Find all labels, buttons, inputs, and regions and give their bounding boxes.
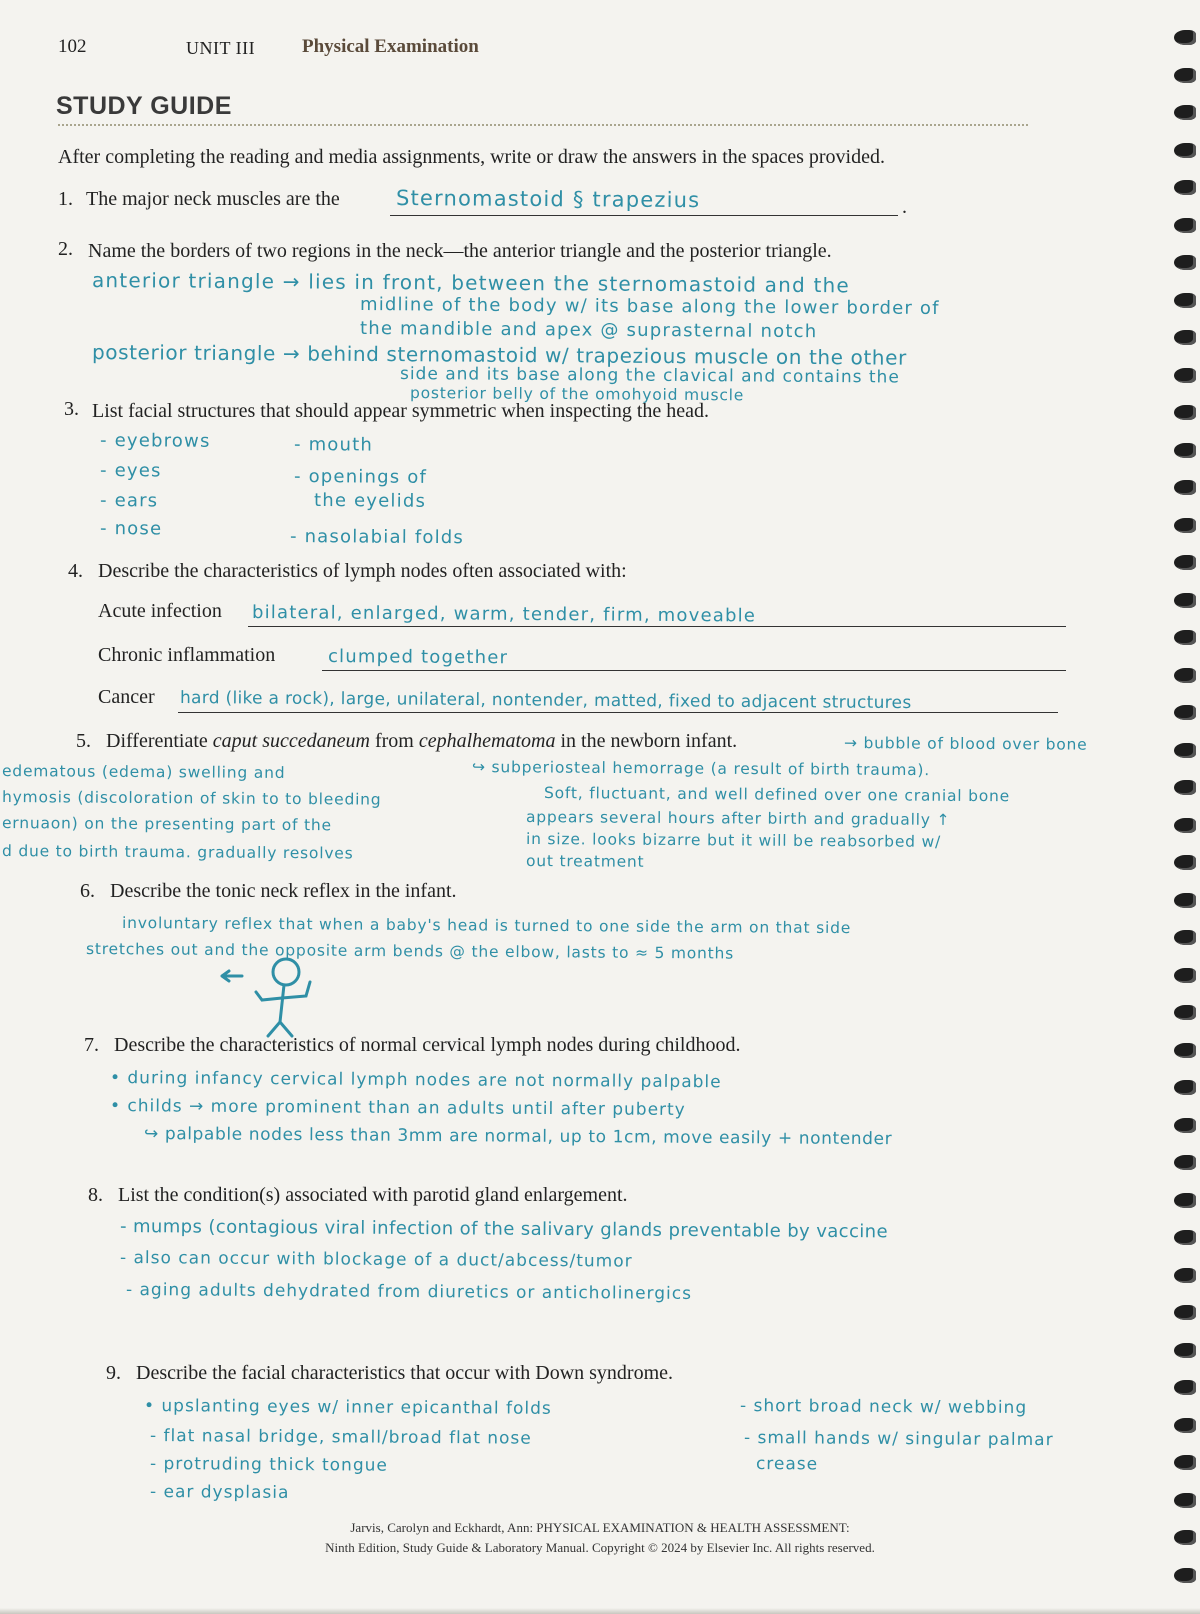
- q4-cancer-line: [178, 712, 1058, 713]
- q9-prompt: Describe the facial characteristics that occur with Down syndrome.: [136, 1362, 674, 1384]
- q8-prompt: List the condition(s) associated with parotid gland enlargement.: [118, 1184, 628, 1206]
- spiral-ring-icon: [1174, 518, 1196, 533]
- q9-number: 9.: [106, 1362, 121, 1384]
- q1-number: 1.: [58, 188, 73, 210]
- q5-prompt-pre: Differentiate: [106, 730, 213, 752]
- q3-item-eyes: - eyes: [99, 460, 162, 482]
- q4-acute-label: Acute infection: [98, 600, 222, 622]
- q9-col2-item-3: crease: [755, 1454, 819, 1475]
- spiral-ring-icon: [1174, 1568, 1196, 1583]
- q4-acute-line: [248, 626, 1066, 627]
- q5-prompt: [106, 730, 737, 753]
- q5-right-line-6: out treatment: [525, 852, 645, 871]
- q2-prompt: Name the borders of two regions in the neck—the anterior triangle and the posterior triangle.: [88, 240, 832, 262]
- spiral-ring-icon: [1174, 443, 1196, 458]
- study-guide-heading: STUDY GUIDE: [56, 92, 232, 120]
- spiral-ring-icon: [1174, 630, 1196, 645]
- q2-number: 2.: [58, 238, 73, 260]
- spiral-ring-icon: [1174, 1230, 1196, 1245]
- q8-answer-line-3: - aging adults dehydrated from diuretics or anticholinergics: [125, 1280, 693, 1304]
- q7-answer-line-2: • childs → more prominent than an adults until after puberty: [109, 1096, 686, 1121]
- q1-period: .: [902, 196, 907, 218]
- spiral-ring-icon: [1174, 780, 1196, 795]
- q5-right-line-1: → bubble of blood over bone: [843, 734, 1088, 754]
- q4-chronic-answer: clumped together: [327, 646, 509, 669]
- q5-left-line-4: d due to birth trauma. gradually resolves: [1, 842, 354, 863]
- footer-line-2: Ninth Edition, Study Guide & Laboratory Manual. Copyright © 2024 by Elsevier Inc. All rights reserved.: [325, 1540, 875, 1555]
- q7-answer-line-1: • during infancy cervical lymph nodes are not normally palpable: [109, 1068, 722, 1093]
- spiral-ring-icon: [1174, 968, 1196, 983]
- spiral-ring-icon: [1174, 555, 1196, 570]
- spiral-ring-icon: [1174, 1193, 1196, 1208]
- q3-item-ears: - ears: [99, 490, 159, 512]
- q2-answer-line-2: midline of the body w/ its base along the lower border of: [359, 294, 940, 320]
- heading-divider: [58, 124, 1028, 126]
- spiral-ring-icon: [1174, 143, 1196, 158]
- stick-figure-icon: [218, 938, 328, 1038]
- q1-answer-line: [390, 215, 898, 216]
- page-edge-shadow: [0, 1608, 1200, 1614]
- spiral-ring-icon: [1174, 930, 1196, 945]
- q4-chronic-line: [322, 670, 1066, 671]
- spiral-ring-icon: [1174, 705, 1196, 720]
- q3-item-eyelids: the eyelids: [313, 490, 427, 512]
- spiral-ring-icon: [1174, 1005, 1196, 1020]
- q3-item-nose: - nose: [99, 518, 163, 540]
- q4-cancer-label: Cancer: [98, 686, 155, 708]
- q5-prompt-post: in the newborn infant.: [555, 730, 738, 752]
- spiral-ring-icon: [1174, 68, 1196, 83]
- q4-cancer-answer: hard (like a rock), large, unilateral, nontender, matted, fixed to adjacent structures: [179, 688, 912, 714]
- spiral-ring-icon: [1174, 368, 1196, 383]
- spiral-ring-icon: [1174, 668, 1196, 683]
- q9-col1-item-3: - protruding thick tongue: [149, 1454, 388, 1476]
- q5-number: 5.: [76, 730, 91, 752]
- q9-col1-item-2: - flat nasal bridge, small/broad flat nose: [149, 1426, 532, 1449]
- q7-prompt: Describe the characteristics of normal cervical lymph nodes during childhood.: [114, 1034, 741, 1056]
- q9-col1-item-4: - ear dysplasia: [149, 1482, 290, 1503]
- q3-item-mouth: - mouth: [293, 434, 374, 456]
- page-title: Physical Examination: [302, 36, 479, 57]
- q2-answer-line-1: anterior triangle → lies in front, between the sternomastoid and the: [91, 268, 851, 298]
- spiral-ring-icon: [1174, 1493, 1196, 1508]
- q6-prompt: Describe the tonic neck reflex in the infant.: [110, 880, 457, 902]
- q2-answer-line-3: the mandible and apex @ suprasternal notch: [359, 318, 818, 343]
- q4-acute-answer: bilateral, enlarged, warm, tender, firm, moveable: [251, 602, 757, 627]
- spiral-ring-icon: [1174, 893, 1196, 908]
- q2-answer-line-4: posterior triangle → behind sternomastoid w/ trapezious muscle on the other: [91, 340, 907, 370]
- q8-number: 8.: [88, 1184, 103, 1206]
- q5-left-line-3: ernuaon) on the presenting part of the: [1, 814, 332, 835]
- q5-term-caput: caput succedaneum: [212, 730, 370, 752]
- unit-label: UNIT III: [186, 38, 256, 58]
- spiral-ring-icon: [1174, 218, 1196, 233]
- q3-item-openings: - openings of: [293, 466, 428, 488]
- q5-left-line-2: hymosis (discoloration of skin to to bleeding: [1, 788, 382, 809]
- q7-number: 7.: [84, 1034, 99, 1056]
- q8-answer-line-1: - mumps (contagious viral infection of the salivary glands preventable by vaccine: [119, 1216, 889, 1243]
- q1-answer: Sternomastoid § trapezius: [395, 186, 701, 213]
- q6-answer-line-2: stretches out and the opposite arm bends @ the elbow, lasts to ≈ 5 months: [85, 940, 735, 963]
- q4-chronic-label: Chronic inflammation: [98, 644, 276, 666]
- spiral-ring-icon: [1174, 1418, 1196, 1433]
- spiral-ring-icon: [1174, 818, 1196, 833]
- q1-prompt: The major neck muscles are the: [86, 188, 340, 210]
- spiral-ring-icon: [1174, 743, 1196, 758]
- footer-line-1: Jarvis, Carolyn and Eckhardt, Ann: PHYSICAL EXAMINATION & HEALTH ASSESSMENT:: [350, 1520, 850, 1535]
- spiral-ring-icon: [1174, 1530, 1196, 1545]
- spiral-ring-icon: [1174, 1118, 1196, 1133]
- spiral-binding: [1154, 0, 1200, 1614]
- q5-right-line-4: appears several hours after birth and gradually ↑: [525, 808, 951, 829]
- spiral-ring-icon: [1174, 1268, 1196, 1283]
- q9-col2-item-1: - short broad neck w/ webbing: [739, 1396, 1028, 1419]
- q2-answer-line-6: posterior belly of the omohyoid muscle: [409, 384, 745, 405]
- q5-prompt-mid: from: [369, 730, 419, 752]
- spiral-ring-icon: [1174, 293, 1196, 308]
- spiral-ring-icon: [1174, 330, 1196, 345]
- q8-answer-line-2: - also can occur with blockage of a duct/abcess/tumor: [119, 1248, 633, 1272]
- q3-item-eyebrows: - eyebrows: [99, 430, 211, 452]
- q6-answer-line-1: involuntary reflex that when a baby's head is turned to one side the arm on that side: [121, 914, 852, 938]
- instructions: After completing the reading and media assignments, write or draw the answers in the spaces provided.: [58, 146, 885, 168]
- q9-col2-item-2: - small hands w/ singular palmar: [743, 1428, 1054, 1451]
- q7-answer-line-3: ↪ palpable nodes less than 3mm are normal, up to 1cm, move easily + nontender: [143, 1124, 893, 1150]
- spiral-ring-icon: [1174, 30, 1196, 45]
- spiral-ring-icon: [1174, 1080, 1196, 1095]
- q9-col1-item-1: • upslanting eyes w/ inner epicanthal folds: [143, 1396, 552, 1419]
- spiral-ring-icon: [1174, 1380, 1196, 1395]
- q4-number: 4.: [68, 560, 83, 582]
- q3-item-nasolabial: - nasolabial folds: [289, 526, 465, 549]
- spiral-ring-icon: [1174, 105, 1196, 120]
- q3-number: 3.: [64, 398, 79, 420]
- q2-answer-line-5: side and its base along the clavical and contains the: [399, 364, 900, 388]
- page-number: 102: [58, 36, 87, 57]
- q6-number: 6.: [80, 880, 95, 902]
- q5-right-line-2: ↪ subperiosteal hemorrage (a result of birth trauma).: [471, 758, 931, 780]
- q5-left-line-1: edematous (edema) swelling and: [1, 762, 286, 782]
- spiral-ring-icon: [1174, 1455, 1196, 1470]
- spiral-ring-icon: [1174, 855, 1196, 870]
- q5-right-line-5: in size. looks bizarre but it will be reabsorbed w/: [525, 830, 942, 851]
- q4-prompt: Describe the characteristics of lymph nodes often associated with:: [98, 560, 627, 582]
- spiral-ring-icon: [1174, 480, 1196, 495]
- spiral-ring-icon: [1174, 593, 1196, 608]
- spiral-ring-icon: [1174, 1343, 1196, 1358]
- spiral-ring-icon: [1174, 1155, 1196, 1170]
- spiral-ring-icon: [1174, 405, 1196, 420]
- spiral-ring-icon: [1174, 180, 1196, 195]
- q5-term-cephalhematoma: cephalhematoma: [418, 730, 556, 752]
- spiral-ring-icon: [1174, 1043, 1196, 1058]
- spiral-ring-icon: [1174, 255, 1196, 270]
- q3-prompt: List facial structures that should appear symmetric when inspecting the head.: [92, 400, 710, 422]
- spiral-ring-icon: [1174, 1305, 1196, 1320]
- q5-right-line-3: Soft, fluctuant, and well defined over one cranial bone: [543, 784, 1011, 806]
